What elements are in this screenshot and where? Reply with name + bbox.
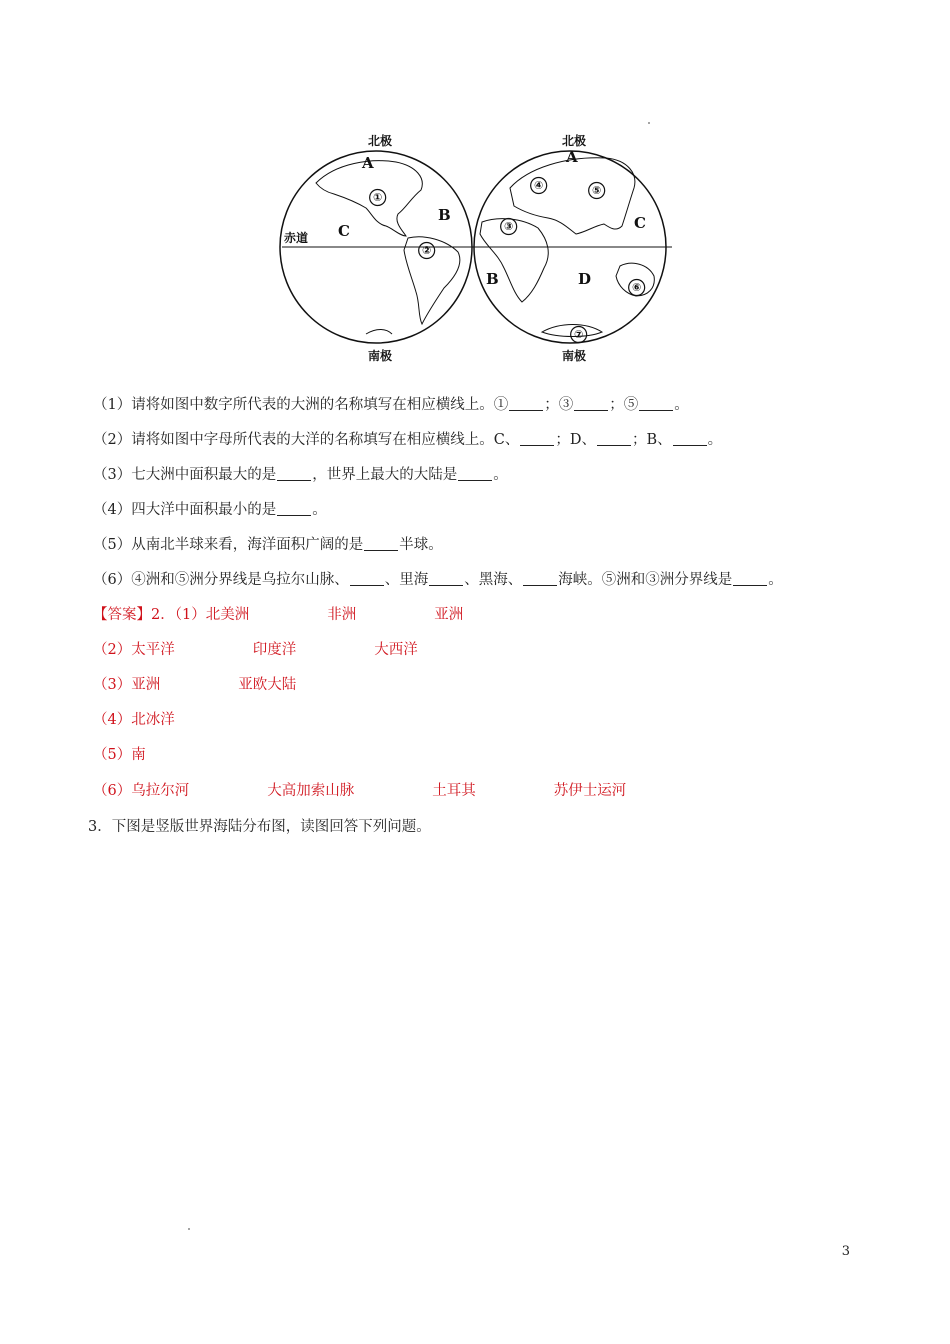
right-letter-d: D	[578, 270, 592, 288]
right-number-7: ⑦	[574, 328, 584, 341]
answer-line-4: （4）北冰洋	[93, 712, 175, 728]
left-north-pole-label: 北极	[368, 134, 393, 148]
answer-line-5: （5）南	[93, 747, 146, 763]
answer-blank[interactable]	[520, 431, 554, 446]
question-3-intro: 3．下图是竖版世界海陆分布图，读图回答下列问题。	[88, 819, 431, 835]
answer-line-1: 【答案】2．（1）北美洲 非洲 亚洲	[93, 607, 464, 623]
right-north-pole-label: 北极	[562, 134, 587, 148]
question-4: （4）四大洋中面积最小的是 。	[93, 502, 327, 518]
equator-label: 赤道	[284, 231, 309, 245]
left-number-2: ②	[422, 244, 432, 257]
answer-blank[interactable]	[277, 501, 311, 516]
hemisphere-map	[276, 128, 678, 370]
right-letter-c: C	[634, 214, 646, 232]
right-number-5: ⑤	[592, 184, 602, 197]
answer-line-2: （2）太平洋 印度洋 大西洋	[93, 642, 418, 658]
page-number: 3	[841, 1244, 850, 1259]
right-number-3: ③	[504, 220, 514, 233]
right-letter-b: B	[486, 270, 499, 288]
answer-blank[interactable]	[574, 396, 608, 411]
answer-line-3: （3）亚洲 亚欧大陆	[93, 677, 297, 693]
stray-dot	[648, 122, 650, 124]
answer-blank[interactable]	[350, 571, 384, 586]
question-5: （5）从南北半球来看，海洋面积广阔的是 半球。	[93, 537, 443, 553]
right-number-6: ⑥	[632, 281, 642, 294]
answer-blank[interactable]	[429, 571, 463, 586]
answer-blank[interactable]	[277, 466, 311, 481]
question-1: （1）请将如图中数字所代表的大洲的名称填写在相应横线上。① ；③ ；⑤ 。	[93, 397, 689, 413]
left-south-pole-label: 南极	[368, 349, 393, 363]
question-6: （6）④洲和⑤洲分界线是乌拉尔山脉、 、里海 、黑海、 海峡。⑤洲和③洲分界线是 。	[93, 572, 783, 588]
answer-blank[interactable]	[639, 396, 673, 411]
answer-blank[interactable]	[673, 431, 707, 446]
answer-line-6: （6）乌拉尔河 大高加索山脉 土耳其 苏伊士运河	[93, 783, 627, 799]
right-letter-a: A	[566, 148, 578, 166]
world-hemisphere-figure	[276, 128, 678, 370]
answer-blank[interactable]	[733, 571, 767, 586]
answer-blank[interactable]	[523, 571, 557, 586]
question-2: （2）请将如图中字母所代表的大洋的名称填写在相应横线上。C、 ；D、 ；B、 。	[93, 432, 723, 448]
answer-blank[interactable]	[458, 466, 492, 481]
left-letter-a: A	[362, 154, 374, 172]
answer-blank[interactable]	[509, 396, 543, 411]
left-letter-c: C	[338, 222, 350, 240]
question-3: （3）七大洲中面积最大的是 ，世界上最大的大陆是 。	[93, 467, 508, 483]
right-south-pole-label: 南极	[562, 349, 587, 363]
stray-dot	[188, 1228, 190, 1230]
right-number-4: ④	[534, 179, 544, 192]
answer-blank[interactable]	[364, 536, 398, 551]
answer-blank[interactable]	[597, 431, 631, 446]
left-letter-b: B	[438, 206, 451, 224]
left-number-1: ①	[373, 191, 383, 204]
